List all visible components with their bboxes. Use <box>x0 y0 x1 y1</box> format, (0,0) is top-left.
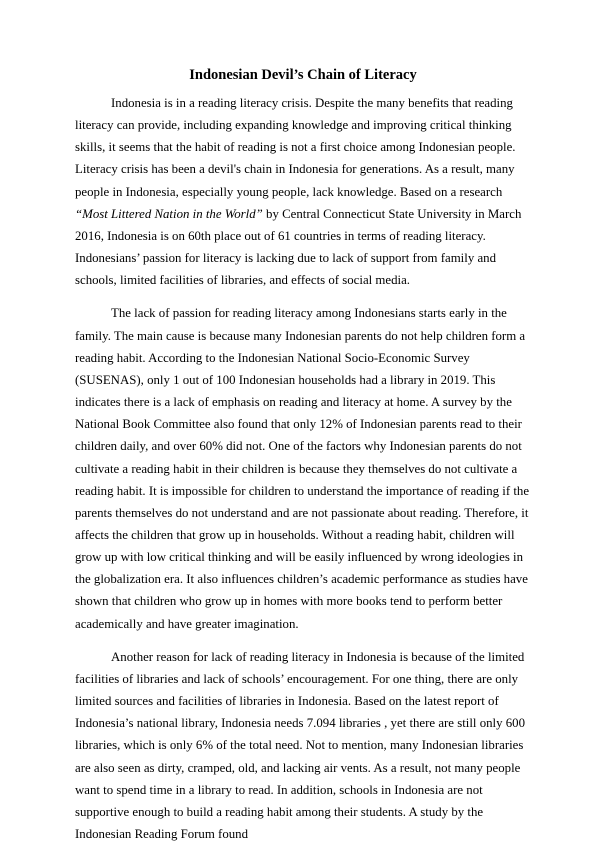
research-title-italic: “Most Littered Nation in the World” <box>75 206 263 221</box>
paragraph-2: The lack of passion for reading literacy among Indonesians starts early in the family. The main cause is because many Indonesian parents do not help children form a reading habit. According to the Indonesian National Socio-Economic Survey (SUSENAS), only 1 out of 100 Indonesian households had a library in 2019. This indicates there is a lack of emphasis on reading and literacy at home. A survey by the National Book Committee also found that only 12% of Indonesian parents read to their children daily, and over 60% did not. One of the factors why Indonesian parents do not cultivate a reading habit in their children is because they themselves do not cultivate a reading habit. It is impossible for children to understand the importance of reading if the parents themselves do not understand and are not passionate about reading. Therefore, it affects the children that grow up in households. Without a reading habit, children will grow up with low critical thinking and will be easily influenced by wrong ideologies in the globalization era. It also influences children’s academic performance as studies have shown that children who grow up in homes with more books tend to perform better academically and have greater imagination. <box>75 306 530 631</box>
paragraph-1-text-start: Indonesia is in a reading literacy crisis. Despite the many benefits that reading literacy can provide, including expanding knowledge and improving critical thinking skills, it seems that the habit of reading is not a first choice among Indonesian people. Literacy crisis has been a devil's chain in Indonesia for generations. As a result, many people in Indonesia, especially young people, lack knowledge. Based on a research <box>75 96 516 199</box>
paragraph-3: Another reason for lack of reading literacy in Indonesia is because of the limited facilities of libraries and lack of schools’ encouragement. For one thing, there are only limited sources and facilities of libraries in Indonesia. Based on the latest report of Indonesia’s national library, Indonesia needs 7.094 libraries , yet there are still only 600 libraries, which is only 6% of the total need. Not to mention, many Indonesian libraries are also seen as dirty, cramped, old, and lacking air vents. As a result, not many people want to spend time in a library to read. In addition, schools in Indonesia are not supportive enough to build a reading habit among their students. A study by the Indonesian Reading Forum found <box>75 649 526 841</box>
paragraph-1 <box>75 92 535 291</box>
document-body <box>75 92 535 845</box>
document-title: Indonesian Devil’s Chain of Literacy <box>189 67 417 83</box>
paragraph-1-text-end: by Central Connecticut State University in March 2016, Indonesia is on 60th place out of 61 countries in terms of reading literacy. Indonesians’ passion for literacy is lacking due to lack of support from family and schools, limited facilities of libraries, and effects of social media. <box>75 206 522 288</box>
